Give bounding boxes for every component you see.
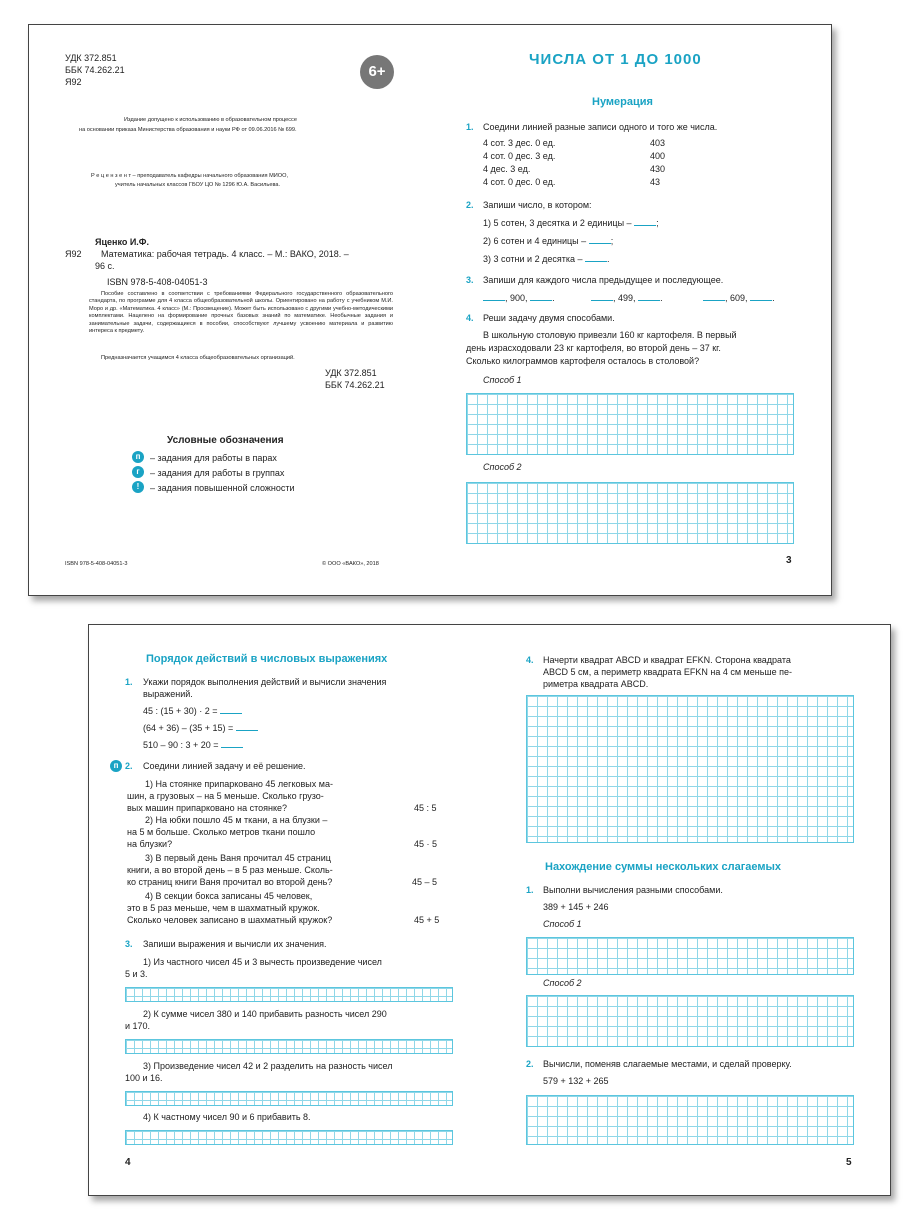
solution-3: 45 – 5 — [412, 877, 438, 887]
answer-grid-way-2[interactable] — [466, 482, 794, 544]
task-2-text: Вычисли, поменяв слагаемые местами, и сделай проверку. — [543, 1059, 792, 1069]
task-4-para-2: день израсходовали 23 кг картофеля, во второй день – 37 кг. — [466, 343, 721, 353]
bbk: ББК 74.262.21 — [65, 65, 125, 75]
problem-3-line-1: 3) В первый день Ваня прочитал 45 страниц — [145, 853, 331, 863]
legend-title: Условные обозначения — [167, 435, 284, 446]
page-number-right: 5 — [846, 1157, 852, 1168]
record-left-1: 4 сот. 3 дес. 0 ед. — [483, 138, 556, 148]
answer-grid-1[interactable] — [125, 987, 453, 1002]
way-1-label: Способ 1 — [543, 919, 582, 929]
task-number: 3. — [466, 275, 474, 285]
task-number: 4. — [466, 313, 474, 323]
task-1-expression: 389 + 145 + 246 — [543, 902, 609, 912]
problem-1-line-1: 1) На стоянке припарковано 45 легковых ма- — [145, 779, 333, 789]
subtask-1-line-2: 5 и 3. — [125, 969, 148, 979]
pair-work-icon: п — [110, 760, 122, 772]
solution-2: 45 · 5 — [414, 839, 438, 849]
task-1-text: Соедини линией разные записи одного и того же числа. — [483, 122, 718, 132]
pair-work-icon: п — [132, 451, 144, 463]
permit-line-2: на основании приказа Министерства образования и науки РФ от 09.06.2016 № 699. — [79, 127, 297, 133]
task-number: 2. — [466, 200, 474, 210]
section-title: Порядок действий в числовых выражениях — [146, 653, 388, 665]
problem-2-line-2: на 5 м больше. Сколько метров ткани пошло — [127, 827, 316, 837]
task-3-row-1: , 900, . — [483, 292, 555, 303]
record-right-2: 400 — [650, 151, 666, 161]
hard-task-icon: ! — [132, 481, 144, 493]
task-number: 2. — [125, 761, 133, 771]
reviewer-line-2: учитель начальных классов ГБОУ ЦО № 1296 Ю.А. Васильева. — [115, 182, 281, 188]
group-work-icon: г — [132, 466, 144, 478]
problem-2-line-1: 2) На юбки пошло 45 м ткани, а на блузки – — [145, 815, 328, 825]
permit-line-1: Издание допущено к использованию в образовательном процессе — [124, 117, 297, 123]
footer-isbn: ISBN 978-5-408-04051-3 — [65, 561, 128, 567]
subtask-2-line-2: и 170. — [125, 1021, 151, 1031]
way-2-label: Способ 2 — [483, 462, 522, 472]
problem-3-line-2: книги, а во второй день – в 5 раз меньше. Сколь- — [127, 865, 333, 875]
task-4-para-3: Сколько килограммов картофеля осталось в столовой? — [466, 356, 700, 366]
ya92-code: Я92 — [65, 77, 82, 87]
task-2-item-1: 1) 5 сотен, 3 десятка и 2 единицы – ; — [483, 218, 659, 228]
answer-grid-way-2[interactable] — [526, 995, 854, 1047]
solution-4: 45 + 5 — [414, 915, 440, 925]
record-right-4: 43 — [650, 177, 661, 187]
task-2-text: Запиши число, в котором: — [483, 200, 592, 210]
section-title-2: Нахождение суммы нескольких слагаемых — [545, 861, 782, 873]
problem-1-line-2: шин, а грузовых – на 5 меньше. Сколько грузо- — [127, 791, 324, 801]
task-3-row-2: , 499, . — [591, 292, 663, 303]
age-rating-badge: 6+ — [360, 55, 394, 89]
expression-1: 45 : (15 + 30) · 2 = — [143, 705, 242, 716]
subtask-3-line-2: 100 и 16. — [125, 1073, 163, 1083]
task-4-para-1: В школьную столовую привезли 160 кг картофеля. В первый — [483, 330, 737, 340]
task-4-line-3: риметра квадрата ABCD. — [543, 679, 649, 689]
annotation: Пособие составлено в соответствии с требованиями Федерального государственного образовательного стандарта, по программе для 4 класса общеобразовательной школы. Ориентировано на работу с учебником М.И. Моро и др. «Математика. 4 класс» (М.: Просвещение). Может быть использовано с другими учебно-методическими комплектами. Нацелено на формирование прочных базовых знаний по математике. Необычные задания и занимательные задачи, содержащиеся в пособии, способствуют лучшему усвоению материала и развитию интереса к предмету. — [89, 291, 393, 335]
problem-4-line-2: это в 5 раз меньше, чем в шахматный кружок. — [127, 903, 320, 913]
task-number: 1. — [466, 122, 474, 132]
problem-2-line-3: на блузки? — [127, 839, 173, 849]
side-code: Я92 — [65, 249, 82, 259]
task-number: 2. — [526, 1059, 534, 1069]
task-1-text: Укажи порядок выполнения действий и вычисли значения — [143, 677, 387, 687]
answer-grid-way-1[interactable] — [526, 937, 854, 975]
way-2-label: Способ 2 — [543, 978, 582, 988]
problem-3-line-3: ко страниц книги Ваня прочитал во второй день? — [127, 877, 333, 887]
subtask-3-line-1: 3) Произведение чисел 42 и 2 разделить на разность чисел — [143, 1061, 393, 1071]
task-2-item-3: 3) 3 сотни и 2 десятка – . — [483, 254, 610, 264]
bottom-spread — [88, 624, 891, 1196]
way-1-label: Способ 1 — [483, 375, 522, 385]
record-left-2: 4 сот. 0 дес. 3 ед. — [483, 151, 556, 161]
description-line-2: 96 с. — [95, 261, 115, 271]
top-spread — [28, 24, 832, 596]
description-line-1: Математика: рабочая тетрадь. 4 класс. – М.: ВАКО, 2018. – — [101, 249, 349, 259]
answer-grid-3[interactable] — [125, 1091, 453, 1106]
problem-1-line-3: вых машин припарковано на стоянке? — [127, 803, 288, 813]
problem-4-line-3: Сколько человек записано в шахматный кружок? — [127, 915, 333, 925]
task-4-line-1: Начерти квадрат ABCD и квадрат EFKN. Сторона квадрата — [543, 655, 791, 665]
reviewer-line-1: Р е ц е н з е н т – преподаватель кафедры начального образования МИОО, — [91, 173, 289, 179]
isbn: ISBN 978-5-408-04051-3 — [107, 277, 208, 287]
task-1-text: Выполни вычисления разными способами. — [543, 885, 723, 895]
legend-pairs: – задания для работы в парах — [150, 453, 277, 463]
page-number-left: 4 — [125, 1157, 131, 1168]
expression-3: 510 – 90 : 3 + 20 = — [143, 739, 243, 750]
legend-hard: – задания повышенной сложности — [150, 483, 295, 493]
task-4-line-2: ABCD 5 см, а периметр квадрата EFKN на 4 см меньше пе- — [543, 667, 792, 677]
udk: УДК 372.851 — [65, 53, 117, 63]
task-1-text-2: выражений. — [143, 689, 193, 699]
drawing-grid[interactable] — [526, 695, 854, 843]
record-right-1: 403 — [650, 138, 666, 148]
annotation-audience: Предназначается учащимся 4 класса общеобразовательных организаций. — [101, 355, 295, 361]
expression-2: (64 + 36) – (35 + 15) = — [143, 722, 258, 733]
problem-4-line-1: 4) В секции бокса записаны 45 человек, — [145, 891, 313, 901]
author: Яценко И.Ф. — [95, 237, 149, 247]
task-number: 3. — [125, 939, 133, 949]
udk-2: УДК 372.851 — [325, 368, 377, 378]
solution-1: 45 : 5 — [414, 803, 437, 813]
task-3-row-3: , 609, . — [703, 292, 775, 303]
task-number: 1. — [526, 885, 534, 895]
page-number: 3 — [786, 555, 792, 566]
task-2-expression: 579 + 132 + 265 — [543, 1076, 609, 1086]
record-left-3: 4 дес. 3 ед. — [483, 164, 531, 174]
record-right-3: 430 — [650, 164, 666, 174]
section-title: ЧИСЛА ОТ 1 ДО 1000 — [529, 51, 702, 68]
subtask-2-line-1: 2) К сумме чисел 380 и 140 прибавить разность чисел 290 — [143, 1009, 387, 1019]
task-3-text: Запиши выражения и вычисли их значения. — [143, 939, 327, 949]
task-3-text: Запиши для каждого числа предыдущее и последующее. — [483, 275, 724, 285]
task-2-item-2: 2) 6 сотен и 4 единицы – ; — [483, 236, 614, 246]
subtask-4-line-1: 4) К частному чисел 90 и 6 прибавить 8. — [143, 1112, 311, 1122]
answer-grid-check[interactable] — [526, 1095, 854, 1145]
footer-copyright: © ООО «ВАКО», 2018 — [322, 561, 379, 567]
task-number: 1. — [125, 677, 133, 687]
section-subtitle: Нумерация — [592, 96, 653, 108]
bbk-2: ББК 74.262.21 — [325, 380, 385, 390]
task-2-text: Соедини линией задачу и её решение. — [143, 761, 306, 771]
answer-grid-way-1[interactable] — [466, 393, 794, 455]
task-4-text: Реши задачу двумя способами. — [483, 313, 615, 323]
task-number: 4. — [526, 655, 534, 665]
record-left-4: 4 сот. 0 дес. 0 ед. — [483, 177, 556, 187]
answer-grid-2[interactable] — [125, 1039, 453, 1054]
legend-groups: – задания для работы в группах — [150, 468, 285, 478]
answer-grid-4[interactable] — [125, 1130, 453, 1145]
subtask-1-line-1: 1) Из частного чисел 45 и 3 вычесть произведение чисел — [143, 957, 382, 967]
